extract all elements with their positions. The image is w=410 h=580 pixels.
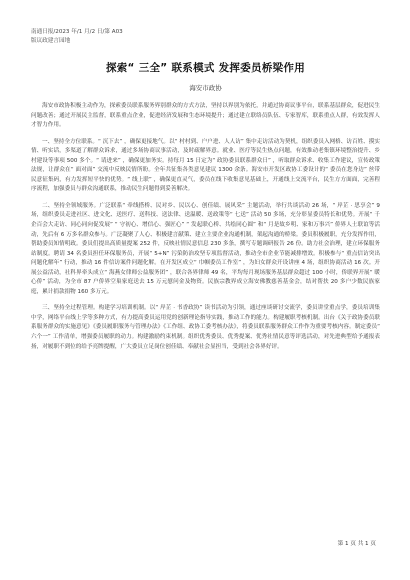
paragraph-intro: 海安市政协积极主动作为，探索委员联系服务界别群众的方式方法，坚持以界别为依托，并通过协商议事平台，联系基层群众，促进民生问题改善；通过开展民主监督，联系重点企业，促进经济发展和生态环境提升；通过建立联络员队伍、专家智库，联系重点人群，有效发挥人才智力作用。 xyxy=(31,103,380,129)
page-number: 第 1 页 共 1 页 xyxy=(337,541,376,547)
source-line-2: 版议政建言园地 xyxy=(31,38,71,44)
source-line-1: 南通日报/2023 年/1 月/2 日/第 A03 xyxy=(31,29,123,35)
article-title: 探索“ 三全” 联系模式 发挥委员桥梁作用 xyxy=(105,62,306,74)
paragraph-section-3: 三、坚持全过程管理。构建学习培训机制。以“ 岸芷 · 书香政协” 读书活动为引领，通过座谈研讨交流学，委员讲堂重点学，委员培训集中学，网络平台线上学等多种方式，有力提高委员运用党的创新理论指导实践，推动工作的能力。构建履职考核机制。出台《关于政协委员联系服务群众的实施意见》《委员履职服务与管理办法》《工作组、政协工委考核办法》，将委员联系服务群众工作作为重要考核内容。制定委员“ 六个一” 工作清单，增强委员履职的动力。构建激励约束机制。组织优秀委员、优秀提案、优秀社情民意等评选活动，对先进典型给予通报表扬，对履职不到位的给予亮牌提醒，广大委员立足岗位创佳绩、奉献社会显担当，受到社会各界好评。 xyxy=(31,305,380,350)
article-author: 海安市政协 xyxy=(189,84,222,92)
paragraph-section-2: 二、坚持全领域服务。广泛联系“ 牵线搭桥、民对乡、民以心、创佳绩、展风采” 主题活动，举行共谈活动 26 场，“ 岸芷 · 思享会” 9 场，组织委员走进社区、进文化、送医疗、送科技、送法律、送温暖、送政策等“ 七送” 活动 50 多场，充分彰显委员特长和优势。开展“ 千企百会大走访、同心同向促发展” “ 守初心、增信心、强匠心” “ 发起联心桥、共绘同心圆” 和“ 月是故乡明、家和万事兴” 侨界人士联谊等活动，先后有 6 万多名群众参与。广泛凝聚了人心、积极建言献策、建立主要企业沟通机制，架起沟通的桥梁。委员积极履职，充分发挥作用，帮助委员知情明政。委员们提出高质量提案 252 件，反映社情民意信息 230 多条，撰写专题调研报告 26 份。助力社会治理，建立环保服务站制度。聘请 34 名委员担任环保服务员，开展“ 5+N” 污染防治攻坚专项监督活动，推动全市企业节能减排增效。积极参与“ 重点信访突出问题化解年” 行动，推动 16 件信访案件问题化解。在开发区成立“ 巾帼委员工作室” ，为妇女群众开设讲座 4 场，组织协商活动 16 次。开展公益活动，社科界牵头成立“ 海燕女律师公益服务团” ，联合各界律师 49 名，平均每月现场服务基层群众超过 100 小时，侨联界开展“ 暖心侨” 活动，为全市 87 户侨界空巢家庭送去 15 万元慰问金及物资。民族宗教界成立海安佛教慈善基金会，结对帮扶 20 多户少数民族家庭，累计捐款捐物 160 多万元。 xyxy=(31,202,380,295)
paragraph-section-1: 一、坚持全方位联系。“ 沉下去” ，确保更接地气。以“ 村村到、户户进、人人访” 集中走访活动为契机，组织委员入网格、访百姓、摸实情、听实话，多渠道了解群众诉求，通过多场协商议事活动，及时疏解界意。就业、医疗等民生热点问题，有效推动老集镇环境整治提升、乡村建设等事项 500 多个。“ 请进来” ，确保更加务实。持每月 15 日定为“ 政协委员联系群众日” ，听取群众诉求、收集工作建议，宣传政策法规，让群众在“ 面对面” 交流中反映民情所盼。全年共征集各类意见建议 1300 余条。海安市开发区政协工委设计的“ 委员在您身边” 丝带民意征集码，有力发挥短平快的优势。“ 线上联” ，确保更直灵气，委员在线下收集意见基础上，开通线上交流平台，民生方方面面，完善程序流程，加强委员与群众沟通联系，推动民生问题得到妥善解决。 xyxy=(31,138,380,193)
